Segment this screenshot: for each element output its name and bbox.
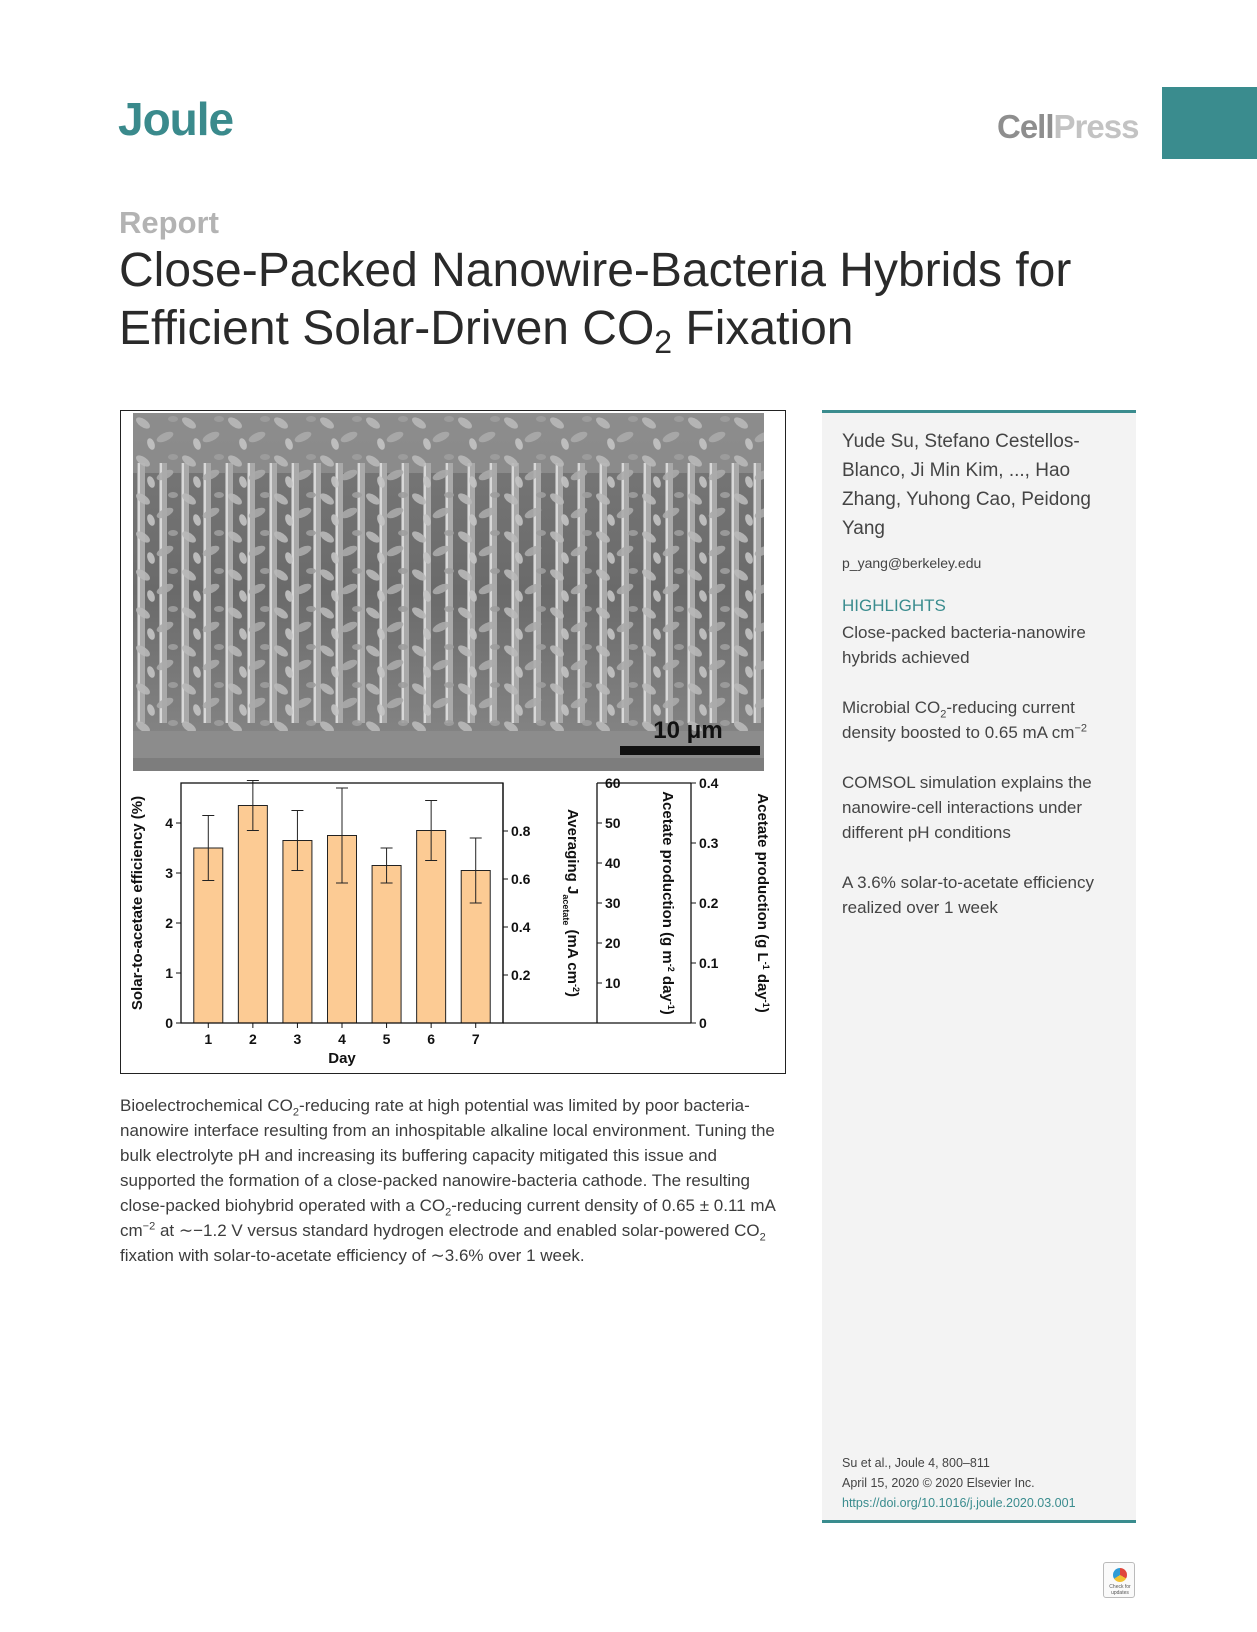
- journal-logo: Joule: [118, 93, 234, 145]
- title-line-1: Close-Packed Nanowire-Bacteria Hybrids for: [119, 244, 1072, 297]
- check-updates-line-1: Check for: [1109, 1584, 1131, 1590]
- teal-corner-tab: [1162, 87, 1257, 159]
- x-tick-label-5: 5: [382, 1031, 391, 1047]
- x-tick-label-2: 2: [248, 1031, 257, 1047]
- secondary-axis-3-tick-label-0.1: 0.1: [699, 955, 719, 971]
- secondary-axis-1-tick-label-0.8: 0.8: [511, 823, 531, 839]
- highlight-item-3: COMSOL simulation explains the nanowire-cell interactions under different pH conditions: [842, 773, 1092, 842]
- x-tick-label-4: 4: [338, 1031, 346, 1047]
- summary-part-1: Bioelectrochemical CO: [120, 1096, 293, 1115]
- highlight-2-sub: 2: [940, 708, 947, 721]
- summary-part-3: -reducing current density of 0.65 ± 0.11 mA cm: [120, 1196, 775, 1240]
- secondary-axis-1-tick-label-0.6: 0.6: [511, 871, 531, 887]
- title-line-2a: Efficient Solar-Driven CO: [119, 302, 655, 355]
- doi-link[interactable]: https://doi.org/10.1016/j.joule.2020.03.001: [842, 1496, 1076, 1510]
- x-tick-label-3: 3: [293, 1031, 302, 1047]
- highlight-item-2: [842, 695, 1132, 745]
- highlight-item-1: Close-packed bacteria-nanowire hybrids achieved: [842, 623, 1086, 667]
- highlight-2-part-b: -reducing current density boosted to 0.65 mA cm: [842, 698, 1075, 742]
- check-updates-text: [1105, 1584, 1135, 1596]
- scale-bar: [620, 746, 760, 755]
- secondary-axis-2-tick-label-60: 60: [605, 775, 621, 791]
- citation-line-2: April 15, 2020 © 2020 Elsevier Inc.: [842, 1476, 1035, 1490]
- highlights-list: [842, 620, 1132, 945]
- x-tick-label-1: 1: [204, 1031, 213, 1047]
- secondary-axis-3-tick-label-0.4: 0.4: [699, 775, 719, 791]
- secondary-axis-1-label: Averaging $J_{acetate}$ (mA $cm^{-2}$): [561, 809, 581, 997]
- sem-micrograph: [133, 413, 764, 771]
- highlights-heading: HIGHLIGHTS: [842, 596, 946, 615]
- article-sidebar: [822, 410, 1136, 1523]
- summary-sub-2: 2: [445, 1206, 452, 1219]
- y-tick-label-1: 1: [165, 965, 173, 981]
- efficiency-bar-chart: [121, 773, 784, 1078]
- secondary-axis-3-tick-label-0: 0: [699, 1015, 707, 1031]
- secondary-axis-2-tick-label-40: 40: [605, 855, 621, 871]
- x-tick-label-6: 6: [427, 1031, 436, 1047]
- summary-part-4: at ∼−1.2 V versus standard hydrogen electrode and enabled solar-powered CO: [155, 1221, 760, 1240]
- summary-sub-3: 2: [759, 1231, 766, 1244]
- check-updates-line-2: updates: [1111, 1590, 1129, 1596]
- bars-layer: [194, 781, 490, 1024]
- secondary-axis-3-tick-label-0.3: 0.3: [699, 835, 719, 851]
- scale-bar-label: 10 μm: [653, 717, 723, 744]
- secondary-axis-3-label: Acetate production (g $L^{-1}$ day$^{-1}$): [754, 793, 771, 1013]
- check-for-updates-badge[interactable]: [1103, 1562, 1135, 1598]
- graphical-abstract: [120, 410, 786, 1074]
- citation-line-1: Su et al., Joule 4, 800–811: [842, 1456, 990, 1470]
- summary-part-2: -reducing rate at high potential was limited by poor bacteria-nanowire interface resulting from an inhospitable alkaline local environment. Tuning the bulk electrolyte pH and increasing its buffering capacity mitigated this issue and supported the formation of a close-packed nanowire-bacteria cathode. The resulting close-packed biohybrid operated with a CO: [120, 1096, 775, 1215]
- citation-block: [842, 1453, 1076, 1513]
- bar-day-2: [238, 806, 267, 1024]
- highlight-item-4: A 3.6% solar-to-acetate efficiency realized over 1 week: [842, 873, 1094, 917]
- chart-svg: [121, 773, 784, 1073]
- secondary-axis-2-label: Acetate production (g $m^{-2}$ day$^{-1}$): [659, 791, 676, 1015]
- publisher-logo-bold: Cell: [997, 108, 1054, 145]
- corresponding-email-link[interactable]: p_yang@berkeley.edu: [842, 555, 982, 571]
- summary-part-5: fixation with solar-to-acetate efficiency of ∼3.6% over 1 week.: [120, 1246, 585, 1265]
- secondary-axis-1-tick-label-0.2: 0.2: [511, 967, 531, 983]
- secondary-axis-2-tick-label-10: 10: [605, 975, 621, 991]
- article-type: Report: [119, 205, 219, 240]
- title-line-2b: Fixation: [672, 302, 854, 355]
- highlight-2-sup: −2: [1074, 722, 1088, 735]
- article-title: [119, 242, 1139, 358]
- secondary-axis-1-tick-label-0.4: 0.4: [511, 919, 531, 935]
- summary-sup: −2: [142, 1220, 156, 1233]
- y-tick-label-3: 3: [165, 865, 173, 881]
- secondary-axis-3-tick-label-0.2: 0.2: [699, 895, 719, 911]
- publisher-logo: [997, 108, 1138, 146]
- y-tick-label-2: 2: [165, 915, 173, 931]
- summary-sub-1: 2: [292, 1106, 300, 1119]
- x-tick-label-7: 7: [471, 1031, 480, 1047]
- axes-layer: [129, 775, 771, 1067]
- secondary-axis-2-tick-label-30: 30: [605, 895, 621, 911]
- secondary-axis-2-tick-label-20: 20: [605, 935, 621, 951]
- y-tick-label-0: 0: [165, 1015, 173, 1031]
- author-list: Yude Su, Stefano Cestellos-Blanco, Ji Min Kim, ..., Hao Zhang, Yuhong Cao, Peidong Yang: [842, 431, 1091, 539]
- secondary-axis-2-tick-label-50: 50: [605, 815, 621, 831]
- y-tick-label-4: 4: [165, 815, 173, 831]
- check-updates-icon: [1113, 1568, 1127, 1582]
- bar-day-5: [372, 866, 401, 1024]
- x-axis-label: Day: [328, 1050, 356, 1067]
- publisher-logo-light: Press: [1053, 108, 1139, 145]
- highlight-2-part-a: Microbial CO: [842, 698, 941, 717]
- y-axis-label: Solar-to-acetate efficiency (%): [129, 795, 146, 1011]
- summary-paragraph: [120, 1093, 786, 1268]
- title-subscript: 2: [654, 324, 673, 360]
